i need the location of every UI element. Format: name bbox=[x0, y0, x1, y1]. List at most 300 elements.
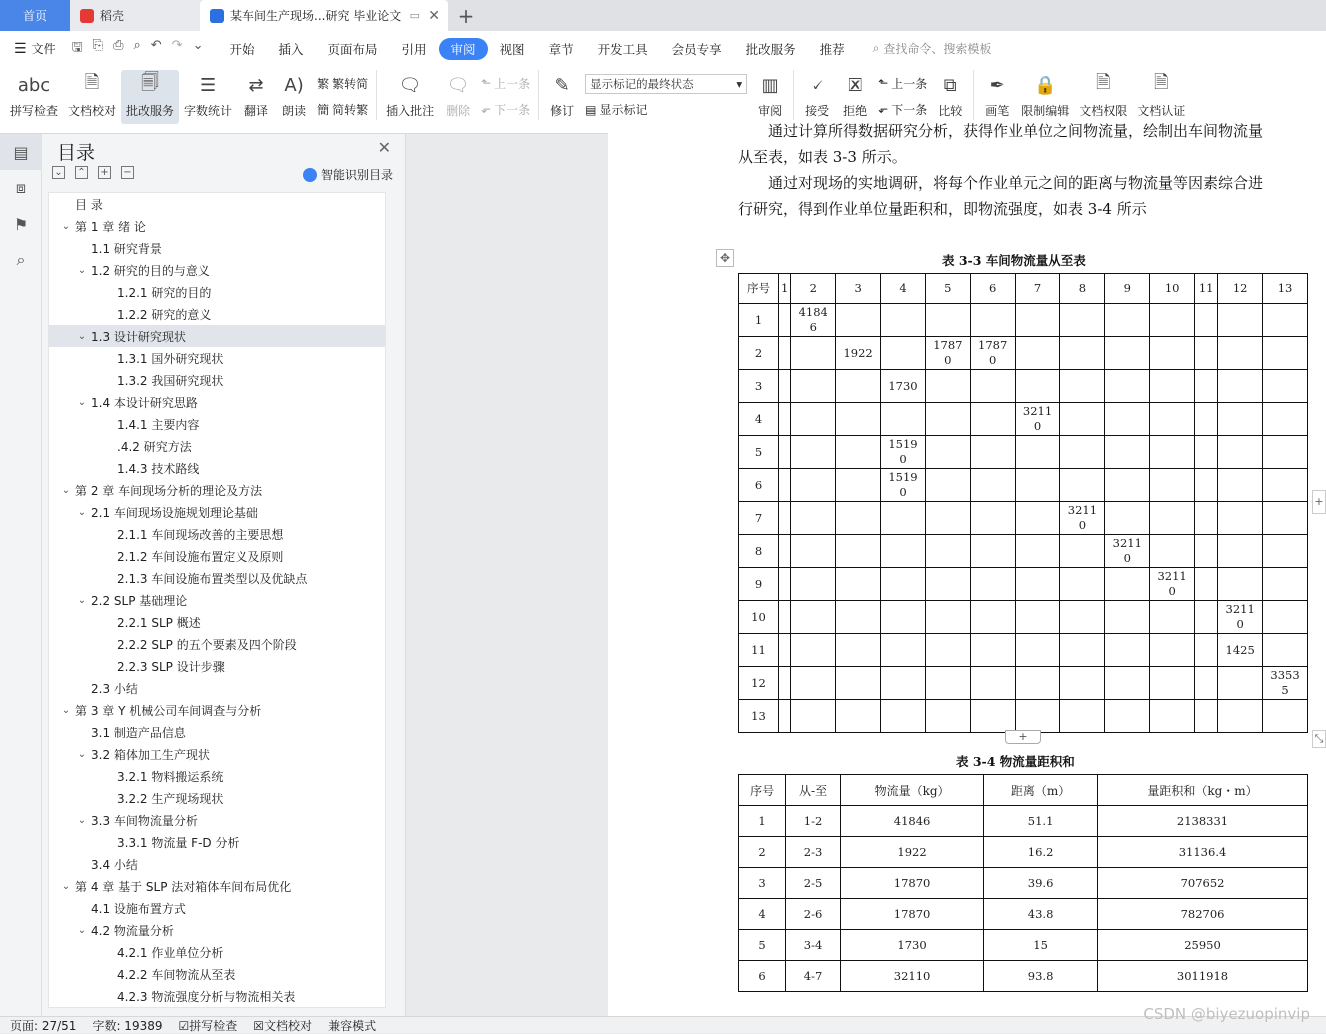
spellcheck-button[interactable] bbox=[0, 70, 63, 124]
table-cell bbox=[1263, 568, 1308, 601]
bookmark-icon[interactable]: ⚑ bbox=[13, 214, 29, 234]
divider bbox=[793, 70, 794, 120]
table-cell bbox=[1015, 436, 1060, 469]
table-cell: 16.2 bbox=[984, 837, 1098, 868]
toc-item[interactable] bbox=[49, 809, 385, 831]
table-header-cell: 物流量（kg） bbox=[840, 775, 983, 806]
toc-item[interactable] bbox=[49, 765, 385, 787]
table-cell bbox=[970, 535, 1015, 568]
table-cell: 3011918 bbox=[1098, 961, 1308, 992]
remove-level-icon[interactable]: − bbox=[121, 166, 134, 179]
expand-all-icon[interactable]: ⌄ bbox=[52, 166, 65, 179]
toc-item-label: 1.3.1 国外研究现状 bbox=[117, 351, 224, 366]
revise-label: 修订 bbox=[550, 104, 575, 118]
table-cell: 17870 bbox=[840, 899, 983, 930]
save-icon[interactable]: 🖫 bbox=[71, 39, 83, 55]
table-cell bbox=[1060, 403, 1105, 436]
simp-to-trad-label: 简转繁 bbox=[332, 102, 369, 117]
toc-item[interactable] bbox=[49, 413, 385, 435]
toc-item-label: 2.2.2 SLP 的五个要素及四个阶段 bbox=[117, 637, 297, 652]
markup-state-value: 显示标记的最终状态 bbox=[590, 76, 694, 91]
table-cell bbox=[1195, 601, 1218, 634]
redo-icon[interactable]: ↷ bbox=[171, 37, 183, 53]
table-cell bbox=[1150, 304, 1195, 337]
toc-panel-title: 目录 bbox=[57, 142, 96, 164]
file-menu[interactable] bbox=[8, 40, 64, 57]
toc-item[interactable] bbox=[49, 347, 385, 369]
pen-icon: ✒ bbox=[989, 74, 1005, 96]
doccheck-button[interactable] bbox=[63, 70, 121, 124]
toc-item-label: 3.3 车间物流量分析 bbox=[91, 813, 198, 828]
prev-comment-label: 上一条 bbox=[494, 76, 531, 91]
table-cell bbox=[925, 700, 970, 733]
table-cell bbox=[1105, 436, 1150, 469]
menu-tab-1[interactable]: 插入 bbox=[278, 41, 304, 57]
paragraph-1-line-2: 从至表，如表 3-3 所示。 bbox=[738, 148, 907, 166]
menu-tab-6[interactable]: 章节 bbox=[548, 41, 574, 57]
table-cell: 8 bbox=[739, 535, 779, 568]
table-cell: 3 bbox=[739, 370, 779, 403]
table-cell bbox=[779, 469, 791, 502]
table-cell bbox=[836, 370, 881, 403]
table-cell bbox=[1263, 304, 1308, 337]
toc-item[interactable] bbox=[49, 391, 385, 413]
menu-tab-10[interactable]: 推荐 bbox=[819, 41, 845, 57]
toc-item[interactable] bbox=[49, 875, 385, 897]
table-row bbox=[739, 700, 1308, 733]
doc-permission-button[interactable] bbox=[1074, 70, 1132, 124]
export-icon[interactable]: ⎘ bbox=[92, 37, 104, 53]
table-row bbox=[739, 601, 1308, 634]
tab-daoke[interactable] bbox=[70, 0, 200, 31]
compat-mode: 兼容模式 bbox=[328, 1018, 377, 1033]
page-indicator[interactable]: 页面: 27/51 bbox=[10, 1018, 77, 1033]
toc-item[interactable] bbox=[49, 919, 385, 941]
table-cell bbox=[1015, 535, 1060, 568]
table-cell bbox=[1150, 436, 1195, 469]
table-cell bbox=[1105, 337, 1150, 370]
table-cell: 3211 0 bbox=[1150, 568, 1195, 601]
table-cell bbox=[1218, 535, 1263, 568]
comment-delete-icon: 🗨 bbox=[446, 74, 470, 96]
table-cell: 1730 bbox=[881, 370, 926, 403]
prev-revision-label: 上一条 bbox=[891, 76, 928, 91]
table-cell bbox=[881, 403, 926, 436]
close-icon[interactable]: ✕ bbox=[428, 7, 440, 24]
table-cell bbox=[791, 436, 836, 469]
tab-home-label: 首页 bbox=[22, 9, 47, 23]
more-icon[interactable]: ⌄ bbox=[192, 37, 204, 53]
table-cell bbox=[836, 535, 881, 568]
correction-label: 批改服务 bbox=[126, 104, 175, 118]
table-cell bbox=[1218, 370, 1263, 403]
command-search[interactable] bbox=[873, 40, 992, 57]
toc-item[interactable] bbox=[49, 941, 385, 963]
table-cell bbox=[1195, 436, 1218, 469]
trad-to-simp-label: 繁转简 bbox=[332, 76, 369, 91]
read-aloud-label: 朗读 bbox=[282, 104, 307, 118]
toc-item-label: 2.2.3 SLP 设计步骤 bbox=[117, 659, 225, 674]
lock-icon: 🔒 bbox=[1033, 74, 1057, 96]
review-pane-button[interactable] bbox=[751, 70, 789, 124]
doccheck-status[interactable] bbox=[253, 1017, 312, 1034]
table-cell: 3 bbox=[739, 868, 786, 899]
toc-item-label: 3.2.2 生产现场现状 bbox=[117, 791, 224, 806]
menu-tab-8[interactable]: 会员专享 bbox=[671, 41, 722, 57]
toc-item[interactable] bbox=[49, 523, 385, 545]
word-count[interactable]: 字数: 19389 bbox=[92, 1018, 163, 1033]
table-header-cell: 从-至 bbox=[786, 775, 841, 806]
table-cell bbox=[1015, 667, 1060, 700]
table-cell bbox=[1263, 436, 1308, 469]
table-cell: 6 bbox=[739, 961, 786, 992]
menu-tab-9[interactable]: 批改服务 bbox=[745, 41, 796, 57]
expand-side-button[interactable]: + bbox=[1312, 490, 1326, 514]
spellcheck-icon: abc bbox=[17, 74, 51, 96]
divider bbox=[376, 70, 377, 120]
table-cell bbox=[1150, 601, 1195, 634]
chevron-down-icon[interactable]: ⌄ bbox=[77, 748, 87, 760]
toc-item[interactable] bbox=[49, 545, 385, 567]
table-cell: 1519 0 bbox=[881, 436, 926, 469]
comment-add-icon: 🗨 bbox=[398, 74, 422, 96]
table-cell bbox=[881, 634, 926, 667]
table-cell bbox=[1218, 304, 1263, 337]
doccheck-status-icon: ☒ bbox=[253, 1018, 265, 1033]
table-cell: 4 bbox=[739, 403, 779, 436]
table-row bbox=[739, 837, 1308, 868]
preview-icon[interactable]: ⌕ bbox=[133, 37, 141, 53]
chevron-down-icon[interactable]: ⌄ bbox=[61, 880, 71, 892]
table-cell bbox=[1105, 304, 1150, 337]
correction-icon: 🗐 bbox=[141, 72, 160, 93]
table-cell bbox=[1263, 502, 1308, 535]
table-cell bbox=[779, 535, 791, 568]
table-cell bbox=[836, 304, 881, 337]
table-cell bbox=[836, 568, 881, 601]
show-markup-button[interactable] bbox=[585, 101, 747, 118]
chevron-down-icon[interactable]: ⌄ bbox=[61, 704, 71, 716]
next-comment-button[interactable] bbox=[481, 101, 530, 118]
document-page bbox=[608, 124, 1326, 1024]
table-cell: 32110 bbox=[840, 961, 983, 992]
toc-item[interactable] bbox=[49, 457, 385, 479]
menu-tabs bbox=[217, 38, 856, 60]
toc-item[interactable] bbox=[49, 237, 385, 259]
table-cell: 51.1 bbox=[984, 806, 1098, 837]
toc-item-label: 3.2.1 物料搬运系统 bbox=[117, 769, 224, 784]
table-cell bbox=[779, 370, 791, 403]
translate-button[interactable] bbox=[237, 70, 275, 124]
table-cell bbox=[791, 469, 836, 502]
status-bar bbox=[0, 1016, 1326, 1033]
show-markup-icon: ▤ bbox=[585, 102, 597, 117]
add-level-icon[interactable]: + bbox=[98, 166, 111, 179]
menu-tab-3[interactable]: 引用 bbox=[401, 41, 427, 57]
table-cell bbox=[881, 535, 926, 568]
table-cell bbox=[1105, 403, 1150, 436]
table-cell bbox=[970, 667, 1015, 700]
table-cell bbox=[1015, 700, 1060, 733]
toc-item[interactable] bbox=[49, 281, 385, 303]
window-icon[interactable]: ▭ bbox=[409, 9, 420, 22]
chevron-down-icon[interactable]: ⌄ bbox=[61, 484, 71, 496]
table-cell bbox=[1218, 700, 1263, 733]
toc-item[interactable] bbox=[49, 677, 385, 699]
left-icon-strip bbox=[0, 134, 42, 1016]
table-cell: 1922 bbox=[840, 837, 983, 868]
toc-item[interactable] bbox=[49, 985, 385, 1007]
table-header-cell: 10 bbox=[1150, 274, 1195, 304]
table-cell bbox=[1060, 535, 1105, 568]
table-cell: 3211 0 bbox=[1218, 601, 1263, 634]
toc-item[interactable] bbox=[49, 963, 385, 985]
undo-icon[interactable]: ↶ bbox=[150, 37, 162, 53]
prev-icon: ⬑ bbox=[481, 76, 492, 90]
table-cell bbox=[970, 403, 1015, 436]
toc-item[interactable] bbox=[49, 303, 385, 325]
toc-item[interactable] bbox=[49, 721, 385, 743]
table-row bbox=[739, 403, 1308, 436]
prev-revision-button[interactable] bbox=[878, 75, 927, 92]
doccheck-icon: 🗎 bbox=[84, 72, 100, 93]
table-cell bbox=[1218, 436, 1263, 469]
tab-home[interactable] bbox=[0, 0, 70, 31]
table-cell bbox=[881, 700, 926, 733]
chevron-down-icon[interactable]: ⌄ bbox=[77, 506, 87, 518]
toc-panel-icon[interactable]: ▤ bbox=[0, 134, 42, 170]
table-cell: 3353 5 bbox=[1263, 667, 1308, 700]
print-icon[interactable]: ⎙ bbox=[113, 37, 124, 53]
paragraph-2-line-1: 通过对现场的实地调研，将每个作业单元之间的距离与物流量等因素综合进 bbox=[768, 174, 1264, 192]
toc-item[interactable] bbox=[49, 369, 385, 391]
table-cell: 4184 6 bbox=[791, 304, 836, 337]
table-cell: 2-5 bbox=[786, 868, 841, 899]
table-header-cell: 8 bbox=[1060, 274, 1105, 304]
table-header-cell: 3 bbox=[836, 274, 881, 304]
toc-item[interactable] bbox=[49, 853, 385, 875]
table-cell bbox=[970, 469, 1015, 502]
toc-item-label: 1.4 本设计研究思路 bbox=[91, 395, 198, 410]
search-icon[interactable]: ⌕ bbox=[16, 250, 26, 269]
table-cell: 11 bbox=[739, 634, 779, 667]
table-row bbox=[739, 568, 1308, 601]
table-cell bbox=[925, 436, 970, 469]
toc-item[interactable] bbox=[49, 699, 385, 721]
reject-button[interactable] bbox=[836, 70, 874, 124]
menu-bar bbox=[0, 31, 1326, 66]
table-cell: 4 bbox=[739, 899, 786, 930]
toc-item-label: .4.2 研究方法 bbox=[117, 439, 192, 454]
read-aloud-button[interactable] bbox=[275, 70, 313, 124]
table-cell bbox=[881, 568, 926, 601]
table-cell bbox=[1263, 469, 1308, 502]
table-cell bbox=[1195, 469, 1218, 502]
table-cell: 17870 bbox=[840, 868, 983, 899]
chevron-down-icon[interactable]: ⌄ bbox=[77, 396, 87, 408]
accept-button[interactable] bbox=[798, 70, 836, 124]
watermark: CSDN @biyezuopinvip bbox=[1143, 1005, 1310, 1023]
revise-button[interactable] bbox=[543, 70, 581, 124]
document-area bbox=[406, 122, 1326, 1016]
toc-item[interactable] bbox=[49, 633, 385, 655]
chevron-down-icon[interactable]: ⌄ bbox=[77, 594, 87, 606]
reject-icon: 🗷 bbox=[848, 74, 862, 96]
table-cell bbox=[779, 634, 791, 667]
table-cell: 1 bbox=[739, 304, 779, 337]
table-cell bbox=[925, 568, 970, 601]
table-cell: 5 bbox=[739, 930, 786, 961]
collapse-all-icon[interactable]: ⌃ bbox=[75, 166, 88, 179]
chapter-nav-icon[interactable]: ⧈ bbox=[15, 178, 27, 197]
toc-item[interactable] bbox=[49, 897, 385, 919]
table-cell bbox=[791, 601, 836, 634]
toc-item[interactable] bbox=[49, 655, 385, 677]
table-cell bbox=[1060, 568, 1105, 601]
toc-item[interactable] bbox=[49, 435, 385, 457]
certify-icon: 🗎 bbox=[1153, 72, 1169, 93]
simp-to-trad-button[interactable] bbox=[317, 101, 368, 118]
table-cell: 782706 bbox=[1098, 899, 1308, 930]
table-cell bbox=[1150, 502, 1195, 535]
toc-item[interactable] bbox=[49, 567, 385, 589]
spellcheck-status[interactable] bbox=[179, 1017, 238, 1034]
table-header-cell: 12 bbox=[1218, 274, 1263, 304]
toc-item-label: 第 3 章 Y 机械公司车间调查与分析 bbox=[75, 703, 262, 718]
table-header-row bbox=[739, 274, 1308, 304]
wordcount-label: 字数统计 bbox=[184, 104, 233, 118]
table-cell bbox=[836, 700, 881, 733]
new-tab-button[interactable] bbox=[448, 0, 484, 31]
review-pane-label: 审阅 bbox=[758, 104, 783, 118]
table-cell bbox=[1060, 634, 1105, 667]
toc-item[interactable] bbox=[49, 743, 385, 765]
menu-tab-4[interactable]: 审阅 bbox=[439, 38, 488, 60]
table-cell bbox=[1150, 700, 1195, 733]
table-cell bbox=[1263, 634, 1308, 667]
table-cell: 2-3 bbox=[786, 837, 841, 868]
table-row bbox=[739, 337, 1308, 370]
table-cell bbox=[1060, 304, 1105, 337]
toc-item-label: 4.2.2 车间物流从至表 bbox=[117, 967, 236, 982]
toc-item-label: 2.1.1 车间现场改善的主要思想 bbox=[117, 527, 284, 542]
trad-to-simp-button[interactable] bbox=[317, 75, 368, 92]
toc-item[interactable] bbox=[49, 589, 385, 611]
toc-item[interactable] bbox=[49, 501, 385, 523]
table-cell: 25950 bbox=[1098, 930, 1308, 961]
chevron-down-icon[interactable]: ⌄ bbox=[77, 264, 87, 276]
hamburger-icon: ☰ bbox=[14, 40, 27, 57]
table-cell: 2138331 bbox=[1098, 806, 1308, 837]
add-row-button[interactable]: + bbox=[1005, 730, 1041, 744]
table-cell bbox=[1195, 634, 1218, 667]
restrict-edit-button[interactable] bbox=[1016, 70, 1074, 124]
table-cell bbox=[1150, 667, 1195, 700]
menu-tab-7[interactable]: 开发工具 bbox=[597, 41, 648, 57]
table-cell bbox=[836, 667, 881, 700]
table-header-cell: 量距积和（kg・m） bbox=[1098, 775, 1308, 806]
pen-button[interactable] bbox=[978, 70, 1016, 124]
wordcount-button[interactable] bbox=[179, 70, 237, 124]
daoke-logo-icon bbox=[80, 9, 94, 23]
toc-item[interactable] bbox=[49, 479, 385, 501]
table-cell: 41846 bbox=[840, 806, 983, 837]
search-icon: ⌕ bbox=[872, 41, 880, 55]
close-icon[interactable]: ✕ bbox=[377, 138, 391, 157]
toc-item-label: 2.3 小结 bbox=[91, 681, 138, 696]
table-cell bbox=[836, 634, 881, 667]
chevron-down-icon[interactable]: ⌄ bbox=[61, 220, 71, 232]
toc-item[interactable] bbox=[49, 787, 385, 809]
resize-icon[interactable]: ⤡ bbox=[1312, 730, 1326, 748]
table-cell: 4-7 bbox=[786, 961, 841, 992]
menu-tab-2[interactable]: 页面布局 bbox=[327, 41, 378, 57]
doc-certify-button[interactable] bbox=[1132, 70, 1190, 124]
table-cell bbox=[791, 634, 836, 667]
translate-label: 翻译 bbox=[244, 104, 269, 118]
chevron-down-icon[interactable]: ⌄ bbox=[77, 814, 87, 826]
table-cell bbox=[791, 667, 836, 700]
toc-item[interactable] bbox=[49, 193, 385, 215]
compare-button[interactable] bbox=[931, 70, 969, 124]
chevron-down-icon[interactable]: ⌄ bbox=[77, 924, 87, 936]
table-cell bbox=[1195, 304, 1218, 337]
toc-item[interactable] bbox=[49, 325, 385, 347]
next-revision-button[interactable] bbox=[878, 101, 927, 118]
table-cell: 1730 bbox=[840, 930, 983, 961]
table-cell bbox=[1218, 403, 1263, 436]
toc-item[interactable] bbox=[49, 259, 385, 281]
toc-item[interactable] bbox=[49, 215, 385, 237]
chevron-down-icon[interactable]: ⌄ bbox=[77, 330, 87, 342]
table-cell: 1-2 bbox=[786, 806, 841, 837]
table-move-handle[interactable]: ✥ bbox=[716, 249, 734, 267]
markup-state-select[interactable] bbox=[585, 74, 747, 94]
table-cell: 707652 bbox=[1098, 868, 1308, 899]
table-cell bbox=[970, 700, 1015, 733]
table-cell bbox=[925, 601, 970, 634]
table-cell bbox=[1195, 568, 1218, 601]
toc-item[interactable] bbox=[49, 611, 385, 633]
insert-comment-button[interactable] bbox=[381, 70, 439, 124]
table-cell bbox=[1218, 568, 1263, 601]
delete-comment-button[interactable] bbox=[439, 70, 477, 124]
plus-icon: + bbox=[457, 3, 475, 28]
table-cell bbox=[1195, 700, 1218, 733]
table-cell bbox=[1015, 337, 1060, 370]
table-header-cell: 2 bbox=[791, 274, 836, 304]
table-cell bbox=[1105, 469, 1150, 502]
toc-item-label: 第 1 章 绪 论 bbox=[75, 219, 146, 234]
table-cell bbox=[1015, 370, 1060, 403]
toc-item-label: 1.3.2 我国研究现状 bbox=[117, 373, 224, 388]
table-cell bbox=[791, 403, 836, 436]
table-cell bbox=[1015, 601, 1060, 634]
table-cell bbox=[1150, 337, 1195, 370]
menu-tab-0[interactable]: 开始 bbox=[229, 41, 255, 57]
divider bbox=[973, 70, 974, 120]
menu-tab-5[interactable]: 视图 bbox=[499, 41, 525, 57]
table-cell bbox=[1060, 370, 1105, 403]
prev-comment-button[interactable] bbox=[481, 75, 530, 92]
tab-document[interactable] bbox=[200, 0, 448, 31]
correction-button[interactable] bbox=[121, 70, 179, 124]
reject-label: 拒绝 bbox=[843, 104, 868, 118]
toc-item[interactable] bbox=[49, 831, 385, 853]
table-row bbox=[739, 868, 1308, 899]
smart-toc-button[interactable] bbox=[303, 166, 393, 183]
table-cell: 3211 0 bbox=[1105, 535, 1150, 568]
